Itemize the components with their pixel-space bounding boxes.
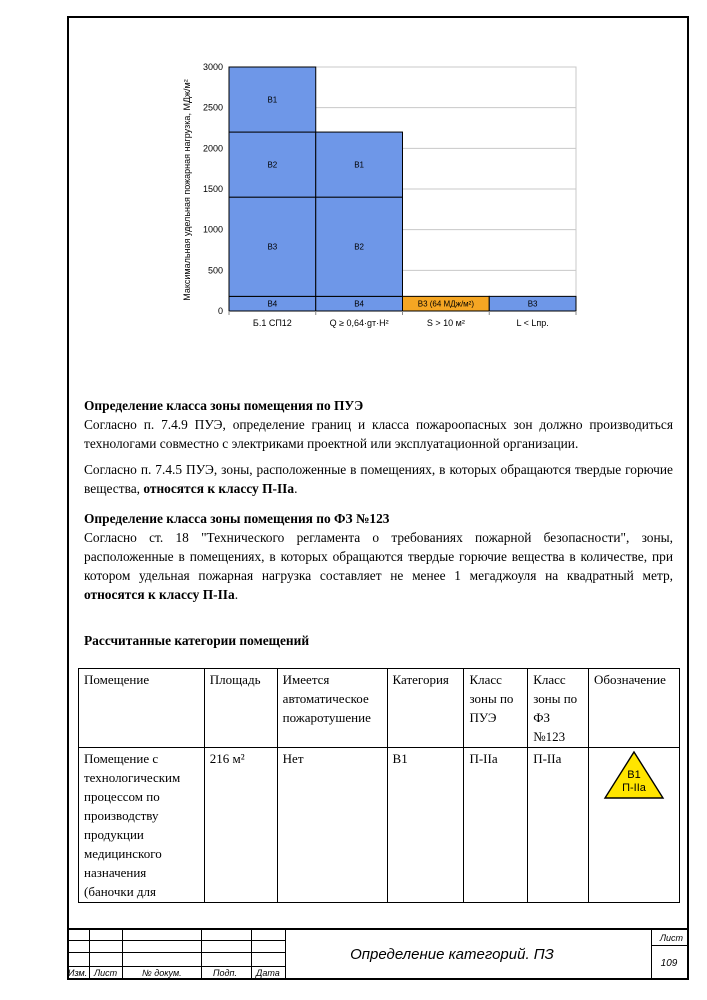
y-tick-label: 2500 <box>202 102 223 113</box>
bar-segment-label: В2 <box>267 160 278 170</box>
cell-sign <box>589 748 680 903</box>
cell-extinguishing: Нет <box>277 748 387 903</box>
stamp-label-sign: Подп. <box>213 968 237 978</box>
bar-segment-label: В3 (64 МДж/м²) <box>417 299 475 309</box>
room-categories-table <box>78 668 680 903</box>
y-tick-label: 1500 <box>202 184 223 194</box>
stamp-label-date: Дата <box>256 968 280 978</box>
x-tick-label: Q ≥ 0,64·gт·H² <box>329 318 389 328</box>
x-tick-label: S > 10 м² <box>426 318 465 328</box>
header-zone-fz: Класс зоны по ФЗ №123 <box>528 669 589 748</box>
cell-category: В1 <box>387 748 464 903</box>
rooms-heading: Рассчитанные категории помещений <box>84 633 310 648</box>
sign-category-text: В1 <box>627 769 641 781</box>
fz-p1-text: Согласно ст. 18 "Технического регламента о требованиях пожарной безопасности", зоны, расположенные в помещениях, в которых обращаются твердые горючие вещества в количестве, при котором удельная пожарная нагрузка составляет не менее 1 мегаджоуля на квадратный метр, <box>84 530 673 583</box>
pue-paragraph-2 <box>84 460 673 498</box>
header-sign: Обозначение <box>589 669 680 748</box>
chart-y-axis-label: Максимальная удельная пожарная нагрузка, МДж/м² <box>182 79 192 301</box>
cell-zone-pue: П-IIа <box>464 748 528 903</box>
pue-p2-bold: относятся к классу П-IIа <box>143 481 295 496</box>
table-row <box>79 748 680 903</box>
sheet-number: 109 <box>660 958 678 969</box>
header-room: Помещение <box>79 669 205 748</box>
bar-segment-label: В4 <box>267 299 278 309</box>
cell-area: 216 м² <box>204 748 277 903</box>
y-tick-label: 0 <box>217 306 223 316</box>
cell-zone-fz: П-IIа <box>528 748 589 903</box>
bar-segment-label: В1 <box>267 95 278 105</box>
document-title: Определение категорий. ПЗ <box>350 946 554 963</box>
fz-paragraph-1 <box>84 528 673 604</box>
stamp-label-doc: № докум. <box>142 968 182 978</box>
y-tick-label: 2000 <box>202 143 223 154</box>
hazard-sign-icon <box>603 750 665 800</box>
sign-zone-text: П-IIа <box>622 782 646 794</box>
fz-heading: Определение класса зоны помещения по ФЗ №123 <box>84 511 390 526</box>
pue-heading: Определение класса зоны помещения по ПУЭ <box>84 398 364 413</box>
pue-paragraph-1: Согласно п. 7.4.9 ПУЭ, определение границ и класса пожароопасных зон должно производиться технологами совместно с электриками проектной или эксплуатационной организации. <box>84 417 673 451</box>
bar-segment-label: В3 <box>527 299 538 309</box>
header-extinguishing: Имеется автоматическое пожаротушение <box>277 669 387 748</box>
sheet-label: Лист <box>659 933 683 943</box>
header-zone-pue: Класс зоны по ПУЭ <box>464 669 528 748</box>
title-block <box>67 928 689 980</box>
bar-segment-label: В2 <box>354 242 365 252</box>
y-tick-label: 3000 <box>202 62 223 72</box>
stamp-label-list: Лист <box>94 968 118 978</box>
pue-p2-period: . <box>294 481 298 496</box>
x-tick-label: Б.1 СП12 <box>252 318 292 328</box>
x-tick-label: L < Lпр. <box>516 318 549 328</box>
fire-load-chart <box>178 55 598 330</box>
header-category: Категория <box>387 669 464 748</box>
bar-segment-label: В3 <box>267 242 278 252</box>
y-tick-label: 1000 <box>202 224 223 235</box>
y-tick-label: 500 <box>207 265 223 276</box>
fz-p1-period: . <box>234 587 239 602</box>
bar-segment-label: В4 <box>354 299 365 309</box>
bar-segment-label: В1 <box>354 160 365 170</box>
table-header-row <box>79 669 680 748</box>
fz-p1-bold: относятся к классу П-IIа <box>84 587 235 602</box>
stamp-label-izm: Изм. <box>68 968 88 978</box>
header-area: Площадь <box>204 669 277 748</box>
cell-room: Помещение с технологическим процессом по производству продукции медицинского назначения (баночки для <box>79 748 205 903</box>
pue-p2-text: Согласно п. 7.4.5 ПУЭ, зоны, расположенные в помещениях, в которых обращаются твердые горючие вещества, <box>84 462 673 496</box>
